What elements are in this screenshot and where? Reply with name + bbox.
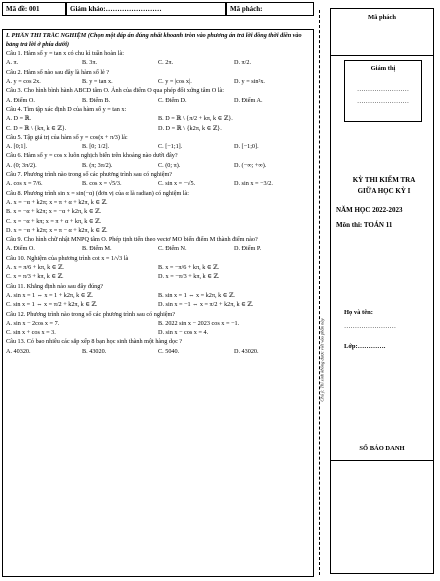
exam-info [336,175,432,231]
question-6: Câu 6. Hàm số y = cos x luôn nghịch biến trên khoảng nào dưới đây? [6,152,178,160]
option-2-2: C. y = |cos x|. [158,78,192,86]
answer-row [6,300,310,309]
part-title: I. PHẦN THI TRẮC NGHIỆM (Chọn một đáp án đúng nhất khoanh tròn vào phương án trả lời đồng thời điền vào bảng trả lời ở phía dưới) [6,32,302,48]
side-note: Chú ý: Thí sinh không được viết vào phần này [319,318,325,402]
proctor-label: Giám thị [370,65,396,72]
option-2-0: A. y = cos 2x. [6,78,41,86]
question-list [6,49,310,356]
answer-row [6,114,310,123]
option-1-1: B. 3π. [82,59,97,67]
option-4-0: A. D = ℝ. [6,115,32,123]
option-7-2: C. sin x = −√5. [158,180,196,188]
option-8-1: B. x = −α + k2π; x = −α + k2π, k ∈ ℤ. [6,208,102,216]
question-9: Câu 9. Cho hình chữ nhật MNPQ tâm O. Phép tịnh tiến theo vectơ MO biến điểm M thành điểm nào? [6,236,258,244]
question-8: Câu 8. Phương trình sin x = sin(−α) (đơn vị của α là radian) có nghiệm là: [6,189,189,197]
option-7-1: B. cos x = √5/3. [82,180,122,188]
answer-row [6,58,310,67]
student-info [344,308,434,352]
exam-title-1: KỲ THI KIỂM TRA [352,176,416,184]
option-7-3: D. sin x = −3/2. [234,180,273,188]
answer-row [6,77,310,86]
question-3: Câu 3. Cho hình bình hành ABCD tâm O. Ảnh của điểm O qua phép đối xứng tâm O là: [6,87,224,95]
proctor-box [344,60,422,122]
option-13-3: D. 43020. [234,347,259,355]
option-4-3: D. D = ℝ \ {k2π, k ∈ ℤ}. [158,124,222,132]
option-9-3: D. Điểm P. [234,245,262,253]
option-3-1: B. Điểm B. [82,96,111,104]
option-4-2: C. D = ℝ \ {kπ, k ∈ ℤ}. [6,124,67,132]
option-6-0: A. (0; 3π/2). [6,161,37,169]
answer-row [6,291,310,300]
option-11-0: A. sin x = 1 ⇔ x = 1 + k2π, k ∈ ℤ. [6,291,93,299]
examiner-field: Giám khảo:…………………… [66,2,226,16]
school-year: NĂM HỌC 2022-2023 [336,206,403,214]
option-13-1: B. 43020. [82,347,107,355]
option-13-0: A. 40320. [6,347,31,355]
question-7: Câu 7. Phương trình nào trong số các phương trình sau có nghiệm? [6,171,173,179]
option-1-3: D. π/2. [234,59,252,67]
option-12-2: C. sin x + cos x = 3. [6,329,56,337]
answer-row [6,244,310,253]
option-8-2: C. x = −α + kπ; x = π + α + kπ, k ∈ ℤ. [6,217,102,225]
option-2-1: B. y = tan x. [82,78,113,86]
answer-row [6,96,310,105]
answer-row [6,328,310,337]
name-line: …………………… [344,323,396,330]
option-3-3: D. Điểm A. [234,96,263,104]
option-10-2: C. x = π/3 + kπ, k ∈ ℤ. [6,273,64,281]
sbd-box [330,460,434,574]
question-12: Câu 12. Phương trình nào trong số các phương trình sau có nghiệm? [6,310,176,318]
option-1-0: A. π. [6,59,19,67]
option-5-3: D. [−1;0]. [234,143,259,151]
option-8-3: D. x = −α + k2π; x = π − α + k2π, k ∈ ℤ. [6,226,108,234]
option-8-0: A. x = −α + k2π; x = π + α + k2π, k ∈ ℤ. [6,198,108,206]
option-12-3: D. sin x − cos x = 4. [158,329,209,337]
option-6-3: D. (−∞; +∞). [234,161,267,169]
option-11-3: D. sin x = −1 ⇔ x = π/2 + k2π, k ∈ ℤ. [158,301,254,309]
option-10-0: A. x = π/6 + kπ, k ∈ ℤ. [6,264,64,272]
answer-row [6,124,310,133]
option-13-2: C. 5040. [158,347,180,355]
option-10-1: B. x = −π/6 + kπ, k ∈ ℤ. [158,264,220,272]
name-label: Họ và tên: [344,309,373,316]
question-13: Câu 13. Có bao nhiêu các sắp xếp 8 bạn học sinh thành một hàng dọc ? [6,338,183,346]
right-code-label: Mã phách [330,8,434,56]
option-5-1: B. [0; 1/2]. [82,143,110,151]
option-5-0: A. [0;1]. [6,143,28,151]
option-3-0: A. Điểm O. [6,96,35,104]
option-12-1: B. 2022 sin x − 2023 cos x = −1. [158,319,240,327]
exam-code: Mã đề: 001 [2,2,66,16]
answer-row [6,161,310,170]
option-11-1: B. sin x = 1 ⇔ x = k2π, k ∈ ℤ. [158,291,235,299]
answer-row [6,179,310,188]
option-5-2: C. [−1;1]. [158,143,183,151]
answer-row [6,347,310,356]
proctor-line-1: …………………… [357,86,409,93]
code-label: Mã phách: [226,2,314,16]
answer-row [6,272,310,281]
option-6-1: B. (π; 3π/2). [82,161,113,169]
option-12-0: A. sin x − 2cos x = 7. [6,319,60,327]
option-4-1: B. D = ℝ \ {π/2 + kπ, k ∈ ℤ}. [158,115,233,123]
option-1-2: C. 2π. [158,59,173,67]
option-11-2: C. sin x = 1 ⇔ x = π/2 + k2π, k ∈ ℤ. [6,301,98,309]
sbd-label: SỐ BÁO DANH [359,445,405,452]
question-5: Câu 5. Tập giá trị của hàm số y = cos(x + π/3) là: [6,133,128,141]
answer-row [6,263,310,272]
exam-body [2,29,314,577]
option-10-3: D. x = −π/3 + kπ, k ∈ ℤ. [158,273,220,281]
class-label: Lớp:…………. [344,343,386,350]
answer-row [6,319,310,328]
option-7-0: A. cos x = 7/6. [6,180,43,188]
question-4: Câu 4. Tìm tập xác định D của hàm số y = tan x: [6,105,127,113]
question-11: Câu 11. Khẳng định nào sau đây đúng? [6,282,104,290]
exam-title-2: GIỮA HỌC KỲ I [357,187,411,195]
proctor-line-2: …………………… [357,98,409,105]
answer-row [6,142,310,151]
subject: Môn thi: TOÁN 11 [336,221,393,229]
option-9-2: C. Điểm N. [158,245,187,253]
option-9-1: B. Điểm M. [82,245,112,253]
option-6-2: C. (0; π). [158,161,181,169]
option-9-0: A. Điểm O. [6,245,35,253]
question-1: Câu 1. Hàm số y = tan x có chu kì tuần hoàn là: [6,50,124,58]
option-2-3: D. y = sin²x. [234,78,265,86]
question-2: Câu 2. Hàm số nào sau đây là hàm số lẻ ? [6,68,110,76]
option-3-2: C. Điểm D. [158,96,187,104]
question-10: Câu 10. Nghiệm của phương trình cot x = 1/√3 là [6,254,129,262]
